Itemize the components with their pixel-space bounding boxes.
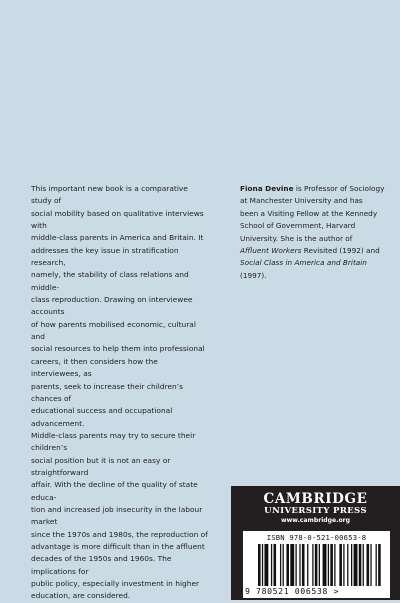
description-line: class reproduction. Drawing on interviewee accounts	[31, 295, 193, 317]
description-line: careers, it then considers how the interviewees, as	[31, 356, 158, 379]
book-title: Affluent Workers	[240, 246, 302, 256]
bio-line: University. She is the author of	[240, 233, 353, 243]
description-line: Middle-class parents may try to secure their children’s	[31, 430, 196, 453]
description-line: This important new book is a comparative study of	[31, 184, 188, 206]
bio-line: been a Visiting Fellow at the Kennedy	[240, 208, 378, 218]
bio-line: at Manchester University and has	[240, 196, 363, 206]
barcode-digits: 9 780521 006538 >	[245, 586, 339, 596]
description-line: tion and increased job insecurity in the labour market	[31, 504, 203, 527]
publisher-press: UNIVERSITY PRESS	[264, 506, 367, 516]
publisher-url: www.cambridge.org	[280, 517, 351, 524]
barcode-icon	[257, 544, 383, 586]
bio-line: Revisited (1992) and	[301, 246, 380, 256]
description-line: parents, seek to increase their children’s chances of	[31, 381, 183, 403]
bio-line: (1997).	[240, 270, 267, 280]
bio-line: School of Government, Harvard	[240, 221, 356, 231]
description-line: educational success and occupational advancement.	[31, 406, 173, 428]
description-line: social position but it is not an easy or straightforward	[31, 455, 171, 477]
description-line: decades of the 1950s and 1960s. The implications for	[31, 554, 172, 576]
publisher-block	[231, 486, 400, 600]
description-line: namely, the stability of class relations and middle-	[31, 270, 189, 292]
book-description	[31, 183, 209, 603]
bio-line: is Professor of Sociology	[293, 184, 385, 193]
publisher-name: CAMBRIDGE	[263, 491, 368, 507]
description-line: addresses the key issue in stratification research,	[31, 245, 179, 268]
description-line: social mobility based on qualitative interviews with	[31, 208, 204, 231]
description-line: of how parents mobilised economic, cultural and	[31, 319, 196, 342]
description-line: advantage is more difficult than in the affluent	[31, 541, 205, 551]
description-line: education, are considered.	[31, 591, 131, 601]
author-name: Fiona Devine	[240, 184, 294, 193]
isbn-label: ISBN 978-0-521-00653-8	[266, 533, 367, 542]
description-line: affair. With the decline of the quality of state educa-	[31, 480, 198, 502]
book-title: Social Class in America and Britain	[240, 258, 367, 268]
description-line: public policy, especially investment in higher	[31, 579, 200, 588]
description-line: since the 1970s and 1980s, the reproduction of	[31, 529, 208, 539]
author-bio	[240, 183, 388, 282]
description-line: social resources to help them into professional	[31, 344, 205, 354]
description-line: middle-class parents in America and Britain. It	[31, 233, 204, 243]
barcode-area	[243, 531, 390, 598]
